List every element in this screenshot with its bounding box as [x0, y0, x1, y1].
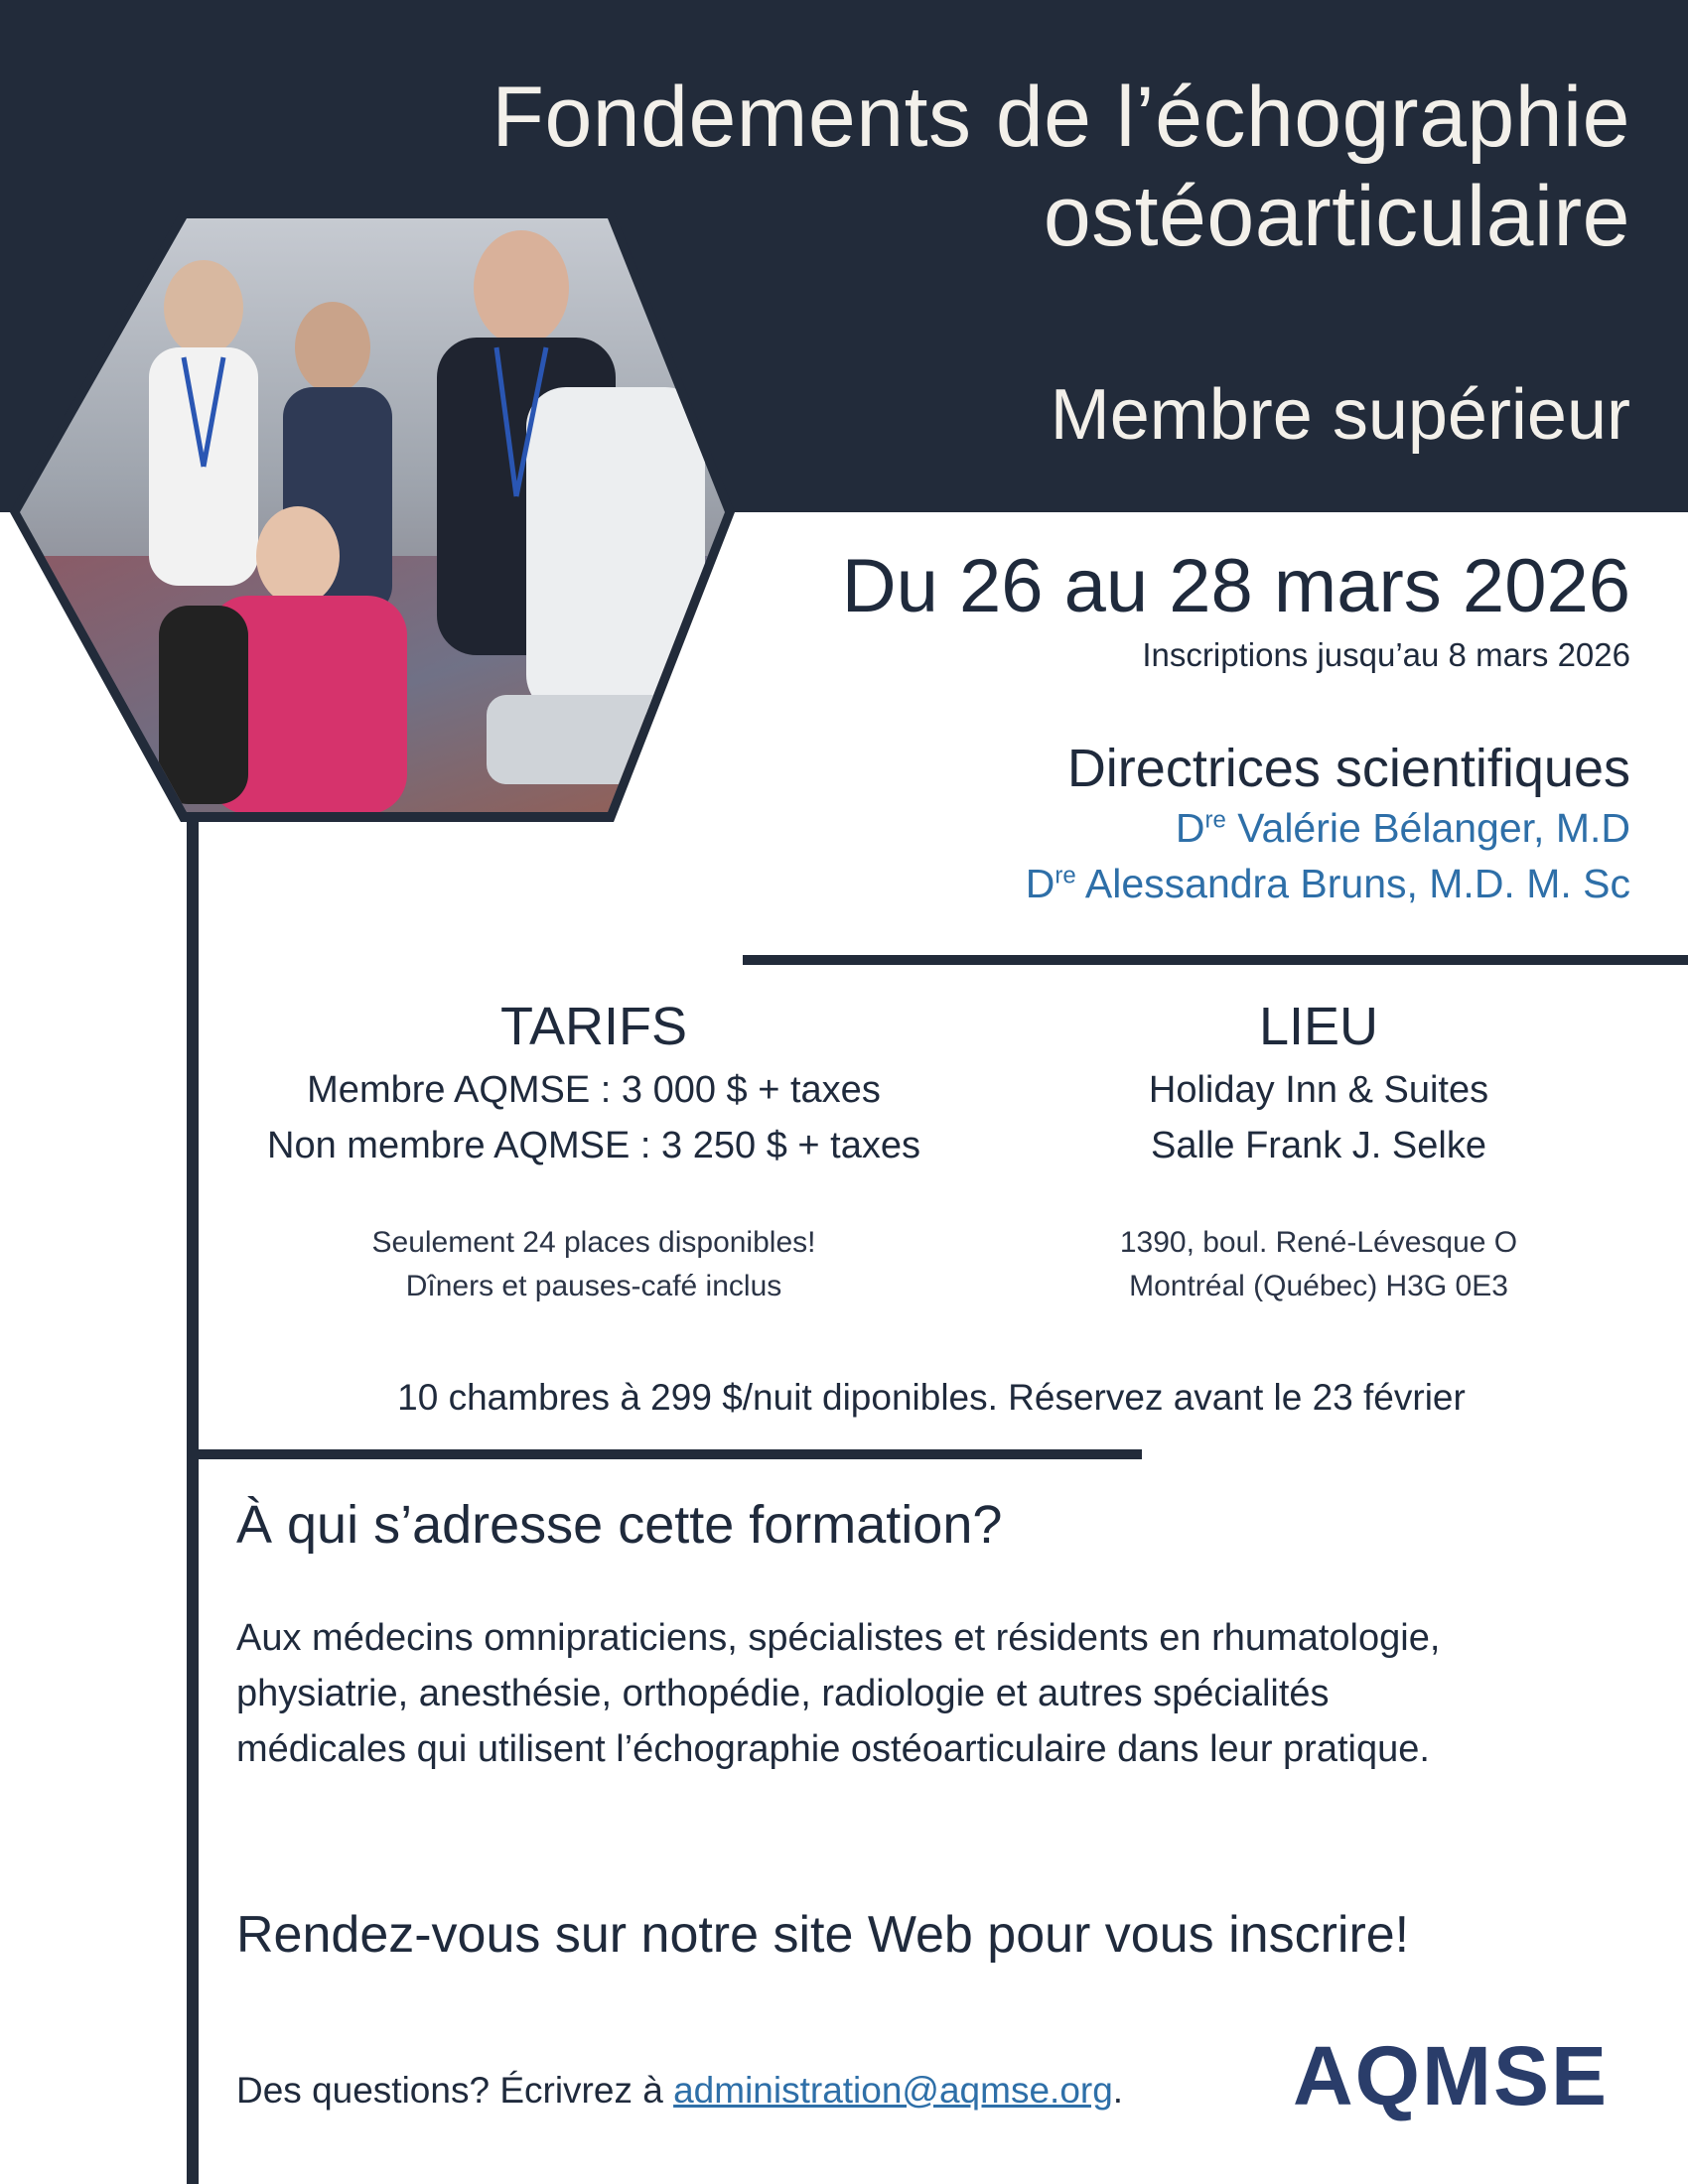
director-prefix-sup: re	[1204, 806, 1226, 834]
email-link[interactable]: administration@aqmse.org	[673, 2070, 1113, 2111]
meals-note: Dîners et pauses-café inclus	[405, 1270, 782, 1302]
hotel-rooms-note: 10 chambres à 299 $/nuit diponibles. Réservez avant le 23 février	[397, 1377, 1466, 1418]
training-photo	[0, 0, 755, 834]
address-line-1: 1390, boul. René-Lévesque O	[1119, 1226, 1518, 1259]
lieu-heading: LIEU	[1258, 997, 1379, 1056]
room-name: Salle Frank J. Selke	[1151, 1125, 1486, 1166]
divider-line	[187, 1449, 1142, 1459]
event-dates: Du 26 au 28 mars 2026	[841, 544, 1630, 628]
audience-line: médicales qui utilisent l’échographie ostéoarticulaire dans leur pratique.	[236, 1728, 1430, 1770]
director-prefix: D	[1025, 861, 1055, 906]
event-subtitle: Membre supérieur	[1050, 375, 1630, 455]
lieu-section	[1033, 991, 1605, 1308]
registration-cta: Rendez-vous sur notre site Web pour vous inscrire!	[236, 1906, 1410, 1964]
hexagon-photo-frame	[0, 0, 755, 834]
director-name	[1176, 802, 1630, 854]
director-name-text: Valérie Bélanger, M.D	[1225, 805, 1630, 851]
tarifs-heading: TARIFS	[500, 997, 687, 1056]
audience-line: Aux médecins omnipraticiens, spécialistes et résidents en rhumatologie,	[236, 1617, 1441, 1659]
contact-suffix: .	[1112, 2070, 1124, 2111]
non-member-price: Non membre AQMSE : 3 250 $ + taxes	[267, 1125, 920, 1166]
tarifs-section	[218, 991, 969, 1308]
audience-heading: À qui s’adresse cette formation?	[236, 1495, 1003, 1555]
directors-heading: Directrices scientifiques	[1066, 739, 1630, 798]
registration-deadline: Inscriptions jusqu’au 8 mars 2026	[1142, 636, 1630, 673]
member-price: Membre AQMSE : 3 000 $ + taxes	[307, 1069, 881, 1111]
contact-prefix: Des questions? Écrivrez à	[236, 2070, 674, 2111]
address-line-2: Montréal (Québec) H3G 0E3	[1129, 1270, 1508, 1302]
director-prefix: D	[1175, 805, 1205, 851]
event-title-line-2: ostéoarticulaire	[1043, 169, 1630, 264]
aqmse-logo: AQMSE	[1292, 2029, 1609, 2122]
places-note: Seulement 24 places disponibles!	[371, 1226, 816, 1259]
director-prefix-sup: re	[1055, 862, 1076, 889]
divider-line	[743, 955, 1688, 965]
audience-line: physiatrie, anesthésie, orthopédie, radiologie et autres spécialités	[236, 1673, 1330, 1714]
audience-description	[236, 1610, 1646, 1777]
director-name-text: Alessandra Bruns, M.D. M. Sc	[1075, 861, 1630, 906]
event-title-line-1: Fondements de l’échographie	[492, 69, 1630, 165]
vertical-divider	[187, 814, 199, 2184]
hotel-name: Holiday Inn & Suites	[1148, 1069, 1489, 1111]
director-name	[1026, 858, 1630, 909]
contact-line	[236, 2063, 1123, 2118]
